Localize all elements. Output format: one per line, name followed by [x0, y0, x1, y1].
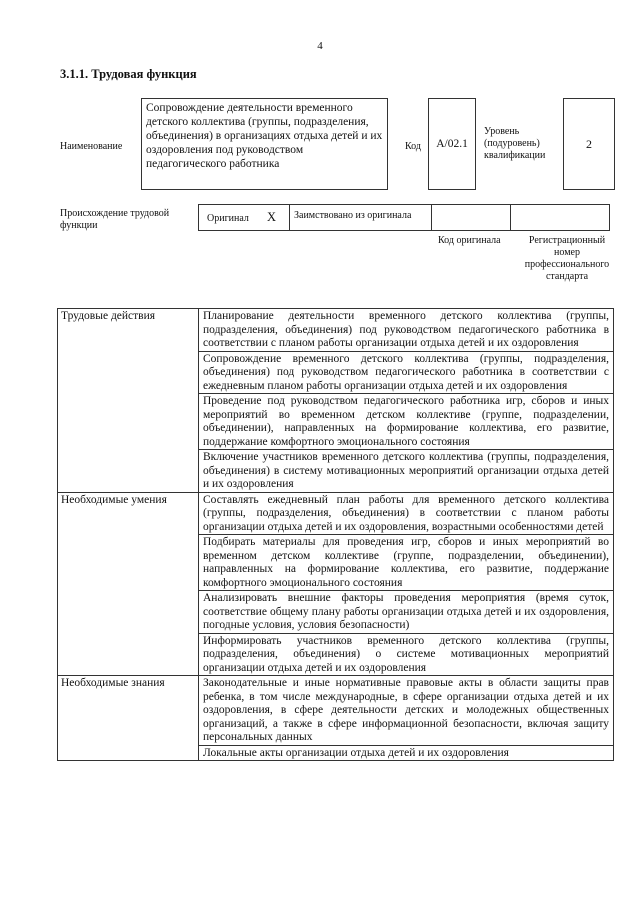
section-title: 3.1.1. Трудовая функция — [60, 67, 197, 81]
table-cell: Локальные акты организации отдыха детей и их оздоровления — [199, 745, 614, 761]
origin-borrowed-cell: Заимствовано из оригинала — [289, 204, 432, 231]
section-title-actions: Трудовые действия — [58, 309, 199, 493]
table-cell: Планирование деятельности временного детского коллектива (группы, подразделения, объединения) под руководством педагогического работника в соответствии с планом работы организации отдыха детей и их оздоровления — [199, 309, 614, 352]
origin-original-label: Оригинал — [207, 213, 249, 224]
code-label: Код — [405, 141, 421, 152]
function-name-value: Сопровождение деятельности временного детского коллектива (группы, подразделения, объединения) в организациях отдыха детей и их оздоровления под руководством педагогического работника — [141, 98, 388, 190]
table-cell: Проведение под руководством педагогического работника игр, сборов и иных мероприятий во временном детском коллективе (группе, подразделении, объединении), направленных на формирование коллектива, его развитие, поддержание комфортного эмоционального состояния — [199, 394, 614, 450]
original-code-caption: Код оригинала — [438, 235, 501, 246]
origin-row — [198, 204, 611, 231]
table-cell: Анализировать внешние факторы проведения мероприятия (время суток, соответствие общему плану работы организации отдыха детей и их оздоровления, погодные условия, условия безопасности) — [199, 591, 614, 634]
table-cell: Сопровождение временного детского коллектива (группы, подразделения, объединения) под руководством педагогического работника в соответствии с ежедневным планом работы организации отдыха детей и их оздоровления — [199, 351, 614, 394]
table-cell: Законодательные и иные нормативные правовые акты в области защиты прав ребенка, в том числе международные, в сфере организации отдыха детей и их оздоровления, в сфере деятельности детских и молодежных общественных организаций, а также в сфере информационной безопасности, включая защиту персональных данных — [199, 676, 614, 746]
table-cell: Подбирать материалы для проведения игр, сборов и иных мероприятий во временном детском коллективе (группе, подразделении, объединении), направленных на формирование коллектива, его развитие, поддержание комфортного эмоционального состояния — [199, 535, 614, 591]
origin-reg-cell — [510, 204, 610, 231]
name-label: Наименование — [60, 141, 123, 152]
section-title-skills: Необходимые умения — [58, 492, 199, 676]
table-cell: Включение участников временного детского коллектива (группы, подразделения, объединения) в систему мотивационных мероприятий организации отдыха детей и их оздоровления — [199, 450, 614, 493]
origin-code-cell — [431, 204, 511, 231]
origin-original-mark: Х — [267, 210, 277, 224]
origin-label: Происхождение трудовой функции — [60, 208, 170, 231]
table-cell: Информировать участников временного детского коллектива (группы, подразделения, объединения) о системе мотивационных мероприятий организации отдыха детей и их оздоровления — [199, 633, 614, 676]
table-row — [58, 492, 614, 535]
table-cell: Составлять ежедневный план работы для временного детского коллектива (группы, подразделения, объединения) в соответствии с планом работы организации отдыха детей и их оздоровления, возрастными особенностями детей — [199, 492, 614, 535]
registration-number-caption: Регистрационный номер профессионального стандарта — [524, 235, 610, 282]
function-details-table — [57, 308, 614, 761]
qualification-level-label: Уровень (подуровень) квалификации — [484, 126, 546, 161]
qualification-level-value: 2 — [563, 98, 615, 190]
section-title-knowledge: Необходимые знания — [58, 676, 199, 761]
code-value: А/02.1 — [428, 98, 476, 190]
table-row — [58, 309, 614, 352]
origin-original-cell — [198, 204, 290, 231]
table-row — [58, 676, 614, 746]
page-number: 4 — [317, 40, 323, 52]
